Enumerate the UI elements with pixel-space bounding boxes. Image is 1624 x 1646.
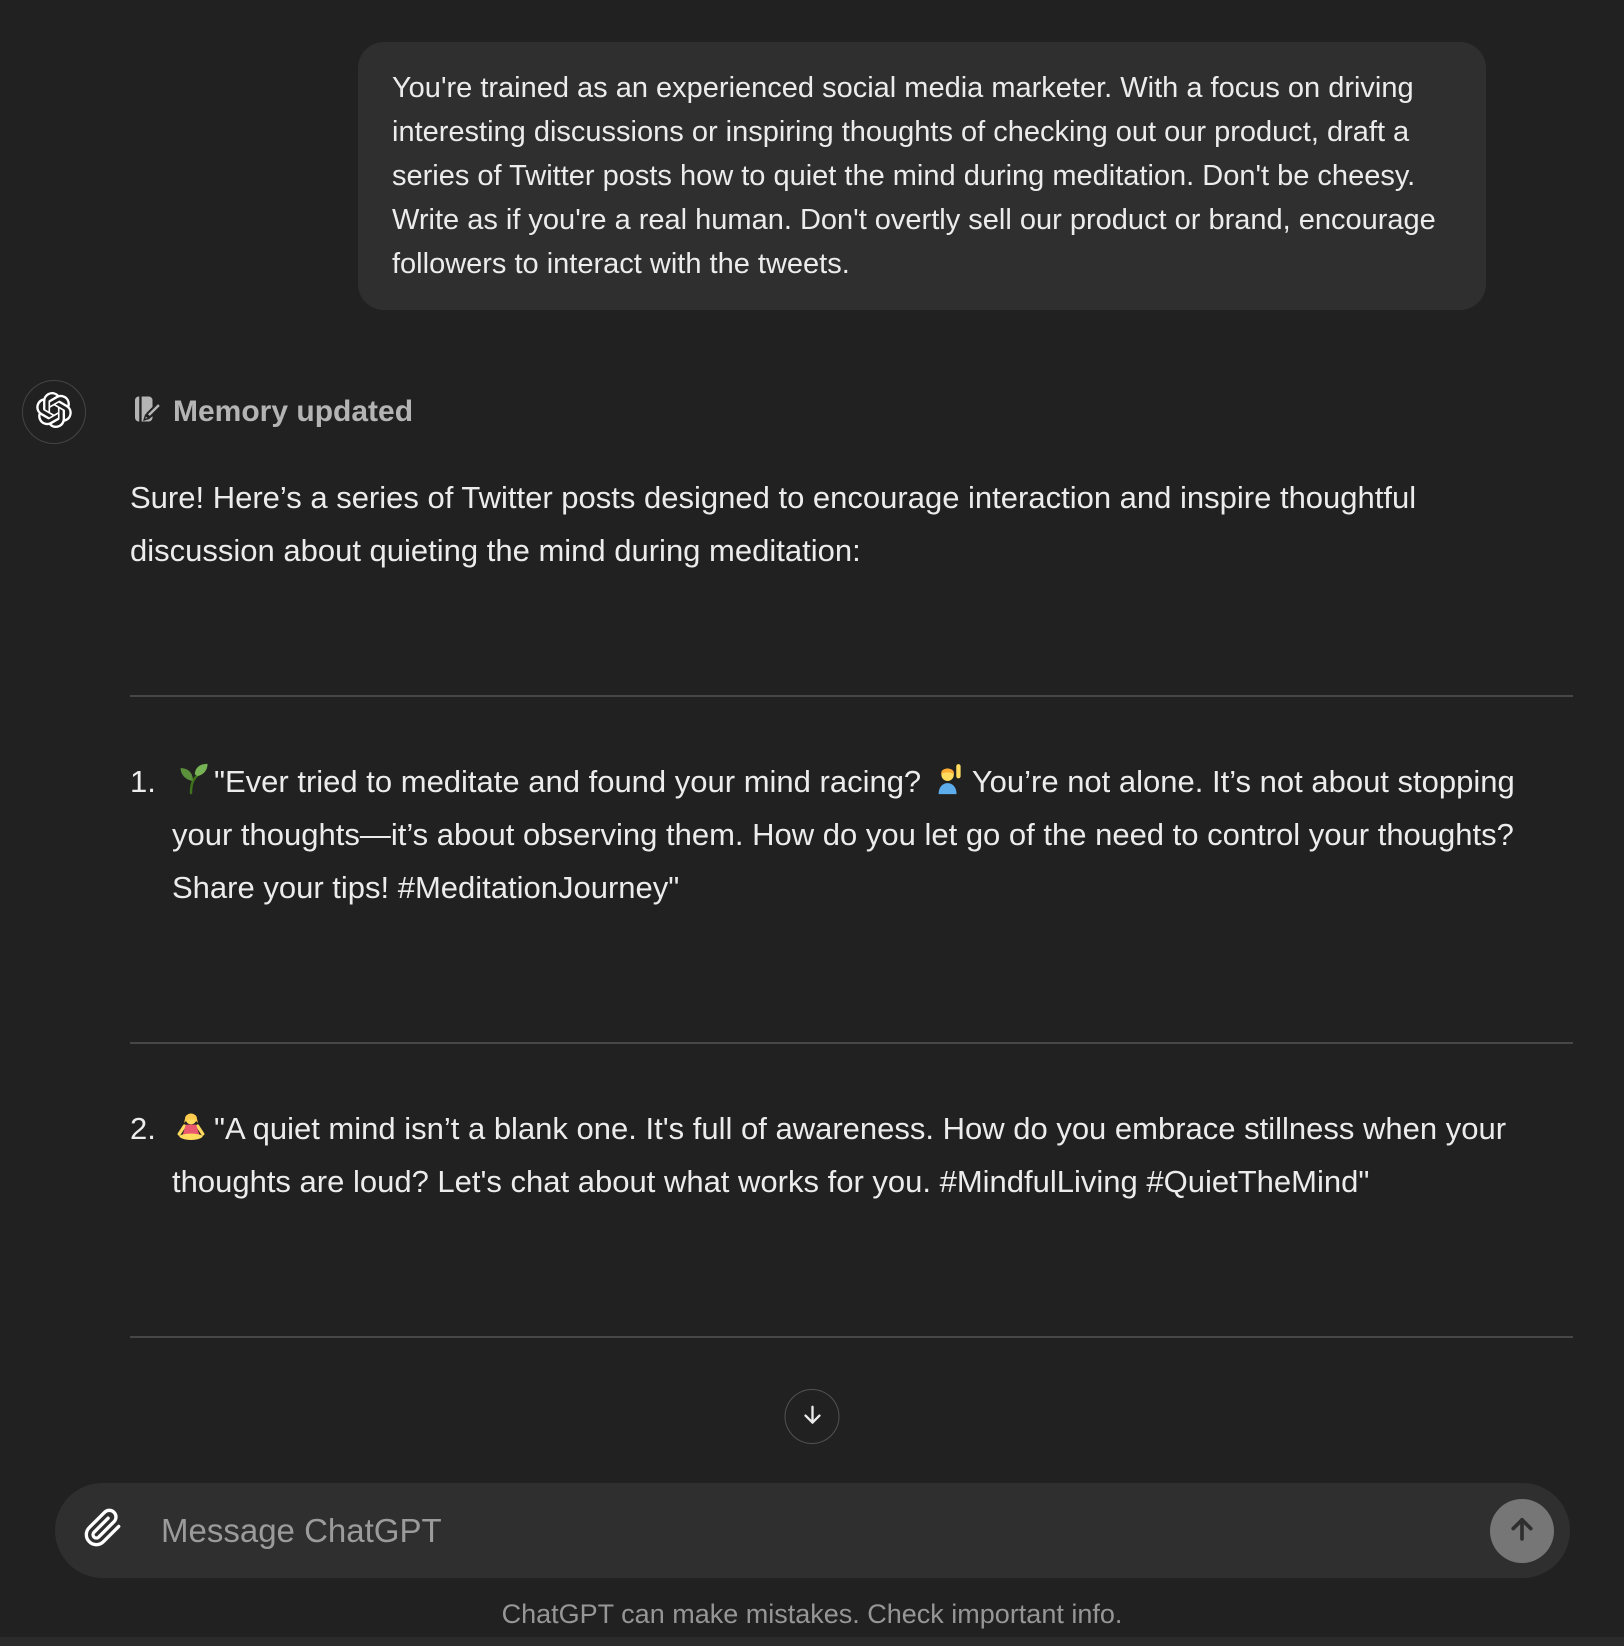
- user-message-bubble: [358, 42, 1486, 310]
- memory-icon: [130, 394, 160, 429]
- paperclip-icon: [83, 1508, 123, 1553]
- openai-logo-icon: [36, 392, 72, 433]
- user-message-row: [0, 0, 1624, 310]
- assistant-intro-text: Sure! Here’s a series of Twitter posts designed to encourage interaction and inspire thoughtful discussion about quieting the mind during meditation:: [130, 480, 1417, 568]
- memory-updated-badge[interactable]: [130, 380, 1573, 429]
- message-input[interactable]: [159, 1511, 1490, 1551]
- woman-in-lotus-emoji: [174, 1109, 208, 1143]
- tweet-text: "A quiet mind isn’t a blank one. It's full of awareness. How do you embrace stillness when your thoughts are loud? Let's chat about what works for you. #MindfulLiving #QuietTheMind": [172, 1111, 1507, 1199]
- tweet-text: "Ever tried to meditate and found your mind racing? You’re not alone. It’s not about stopping your thoughts—it’s about observing them. How do you let go of the need to control your thoughts? Share your tips! #MeditationJourney": [172, 764, 1515, 905]
- disclaimer-text: ChatGPT can make mistakes. Check important info.: [501, 1599, 1123, 1629]
- seedling-emoji: [174, 762, 208, 796]
- bottom-edge-strip: [0, 1637, 1624, 1646]
- user-message-text: You're trained as an experienced social media marketer. With a focus on driving interesting discussions or inspiring thoughts of checking out our product, draft a series of Twitter posts how to quiet the mind during meditation. Don't be cheesy. Write as if you're a real human. Don't overtly sell our product or brand, encourage followers to interact with the tweets.: [392, 72, 1436, 280]
- tweet-list-item: [130, 1044, 1573, 1208]
- message-composer[interactable]: [55, 1483, 1570, 1578]
- tweet-list-item: [130, 697, 1573, 914]
- arrow-down-icon: [798, 1401, 826, 1432]
- list-number: 1.: [130, 764, 156, 799]
- arrow-up-icon: [1505, 1512, 1539, 1549]
- assistant-message-row: [0, 380, 1624, 1338]
- list-number: 2.: [130, 1111, 156, 1146]
- send-button[interactable]: [1490, 1499, 1554, 1563]
- scroll-to-bottom-button[interactable]: [785, 1389, 840, 1444]
- memory-updated-label: Memory updated: [173, 394, 414, 428]
- attach-file-button[interactable]: [77, 1505, 129, 1557]
- divider: [130, 1336, 1573, 1338]
- assistant-message-content: [130, 380, 1573, 1338]
- assistant-avatar: [22, 380, 86, 444]
- man-raising-hand-emoji: [932, 762, 966, 796]
